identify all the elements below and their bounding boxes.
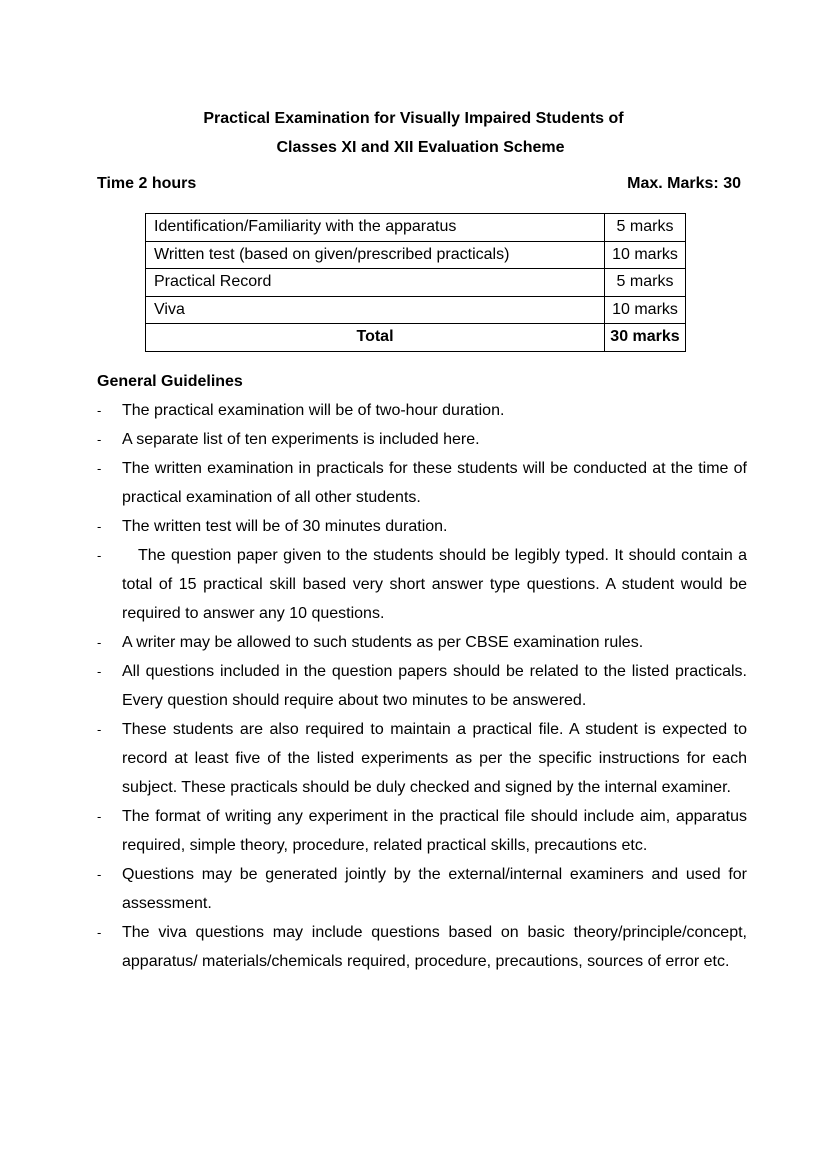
page-title-line-2: Classes XI and XII Evaluation Scheme	[276, 139, 565, 156]
list-item	[97, 628, 757, 657]
row-value: 10 marks	[605, 296, 686, 324]
list-item-text: A separate list of ten experiments is included here.	[122, 431, 480, 448]
list-item-text: The written examination in practicals for these students will be conducted at the time of practical examination of all other students.	[122, 460, 747, 506]
bullet-dash: -	[97, 461, 102, 476]
list-item-text: The written test will be of 30 minutes duration.	[122, 518, 448, 535]
bullet-dash: -	[97, 548, 102, 563]
page-title-line-1: Practical Examination for Visually Impaired Students of	[203, 110, 624, 127]
bullet-dash: -	[97, 519, 102, 534]
list-item	[97, 512, 757, 541]
list-item-text: The question paper given to the students should be legibly typed. It should contain a total of 15 practical skill based very short answer type questions. A student would be required to answer any 10 questions.	[122, 547, 747, 622]
bullet-dash: -	[97, 403, 102, 418]
list-item-text: The viva questions may include questions based on basic theory/principle/concept, apparatus/ materials/chemicals required, procedure, precautions, sources of error etc.	[122, 924, 747, 970]
guidelines-list	[97, 396, 757, 976]
table-row	[146, 269, 686, 297]
row-value: 5 marks	[605, 214, 686, 242]
bullet-dash: -	[97, 664, 102, 679]
bullet-dash: -	[97, 635, 102, 650]
table-row	[146, 296, 686, 324]
row-label: Written test (based on given/prescribed practicals)	[146, 241, 605, 269]
row-value: 10 marks	[605, 241, 686, 269]
list-item-text: These students are also required to maintain a practical file. A student is expected to record at least five of the listed experiments as per the specific instructions for each subject. These practicals should be duly checked and signed by the internal examiner.	[122, 721, 747, 796]
list-item	[97, 657, 757, 715]
table-row	[146, 214, 686, 242]
total-label: Total	[146, 324, 605, 352]
exam-meta	[97, 175, 741, 193]
marks-table	[145, 213, 686, 352]
bullet-dash: -	[97, 432, 102, 447]
row-value: 5 marks	[605, 269, 686, 297]
list-item	[97, 396, 757, 425]
total-value: 30 marks	[605, 324, 686, 352]
list-item	[97, 541, 757, 628]
table-row	[146, 241, 686, 269]
list-item	[97, 860, 757, 918]
row-label: Identification/Familiarity with the apparatus	[146, 214, 605, 242]
row-label: Viva	[146, 296, 605, 324]
guidelines-heading: General Guidelines	[97, 373, 243, 390]
list-item-text: The practical examination will be of two-hour duration.	[122, 402, 505, 419]
list-item	[97, 425, 757, 454]
list-item	[97, 715, 757, 802]
list-item-text: The format of writing any experiment in the practical file should include aim, apparatus required, simple theory, procedure, related practical skills, precautions etc.	[122, 808, 747, 854]
list-item-text: A writer may be allowed to such students as per CBSE examination rules.	[122, 634, 644, 651]
time-label: Time 2 hours	[97, 175, 197, 192]
list-item-text: Questions may be generated jointly by the external/internal examiners and used for assessment.	[122, 866, 747, 912]
table-total-row	[146, 324, 686, 352]
max-marks-label: Max. Marks: 30	[627, 175, 741, 192]
bullet-dash: -	[97, 722, 102, 737]
bullet-dash: -	[97, 809, 102, 824]
bullet-dash: -	[97, 867, 102, 882]
list-item-text: All questions included in the question papers should be related to the listed practicals. Every question should require about two minutes to be answered.	[122, 663, 747, 709]
list-item	[97, 454, 757, 512]
row-label: Practical Record	[146, 269, 605, 297]
bullet-dash: -	[97, 925, 102, 940]
list-item	[97, 918, 757, 976]
list-item	[97, 802, 757, 860]
